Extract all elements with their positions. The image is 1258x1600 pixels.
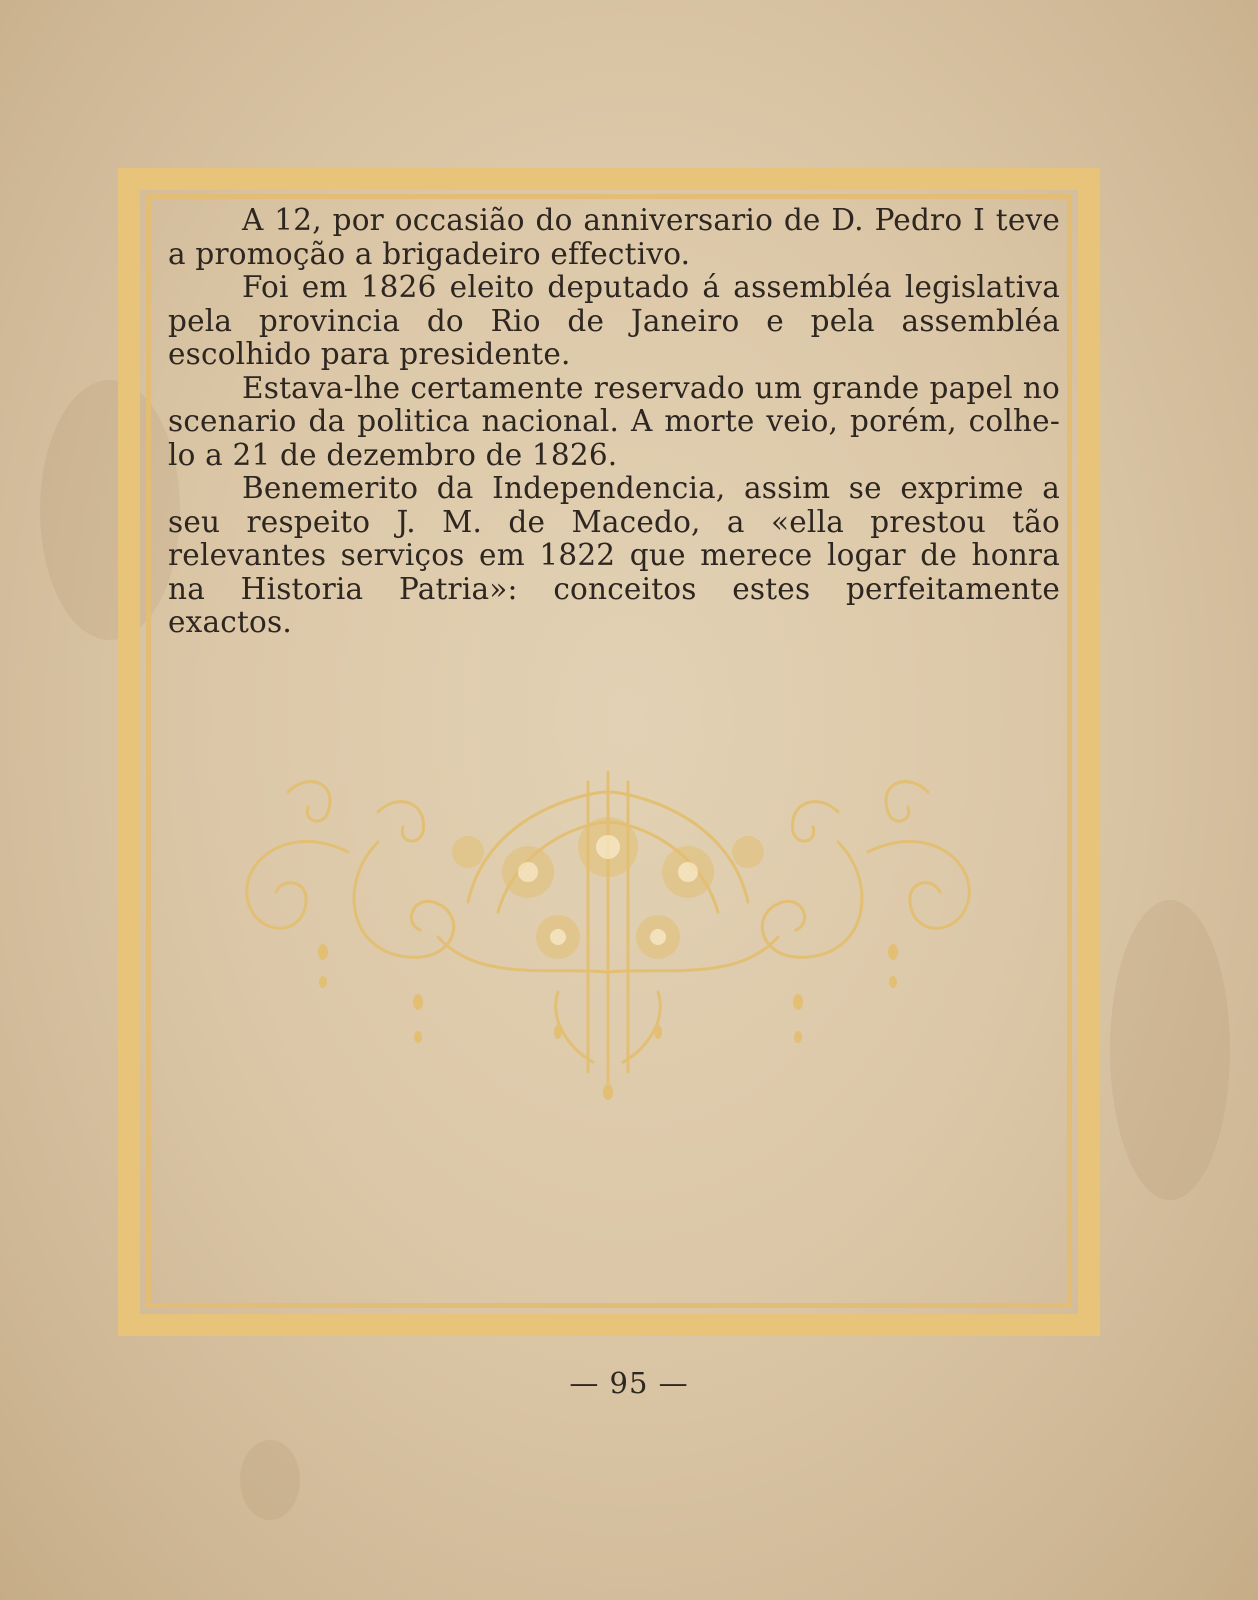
page-number: — 95 — — [569, 1366, 689, 1400]
body-text — [168, 204, 1060, 640]
floral-vignette-icon — [228, 752, 988, 1112]
paragraph: A 12, por occasião do anniversario de D. Pedro I teve a promoção a brigadeiro effectivo. — [168, 203, 1060, 271]
paragraph: Foi em 1826 eleito deputado á assembléa legislativa pela provincia do Rio de Janeiro e pela assembléa escolhido para presidente. — [168, 270, 1060, 371]
paper-stain — [240, 1440, 300, 1520]
paragraph: Estava-lhe certamente reservado um grande papel no scenario da politica nacional. A morte veio, porém, colhe-lo a 21 de dezembro de 1826. — [168, 370, 1060, 472]
paragraph: Benemerito da Independencia, assim se exprime a seu respeito J. M. de Macedo, a «ella prestou tão relevantes serviços em 1822 que merece logar de honra na Historia Patria»: conceitos estes perfeitamente exactos. — [168, 471, 1060, 639]
paper-stain — [1110, 900, 1230, 1200]
